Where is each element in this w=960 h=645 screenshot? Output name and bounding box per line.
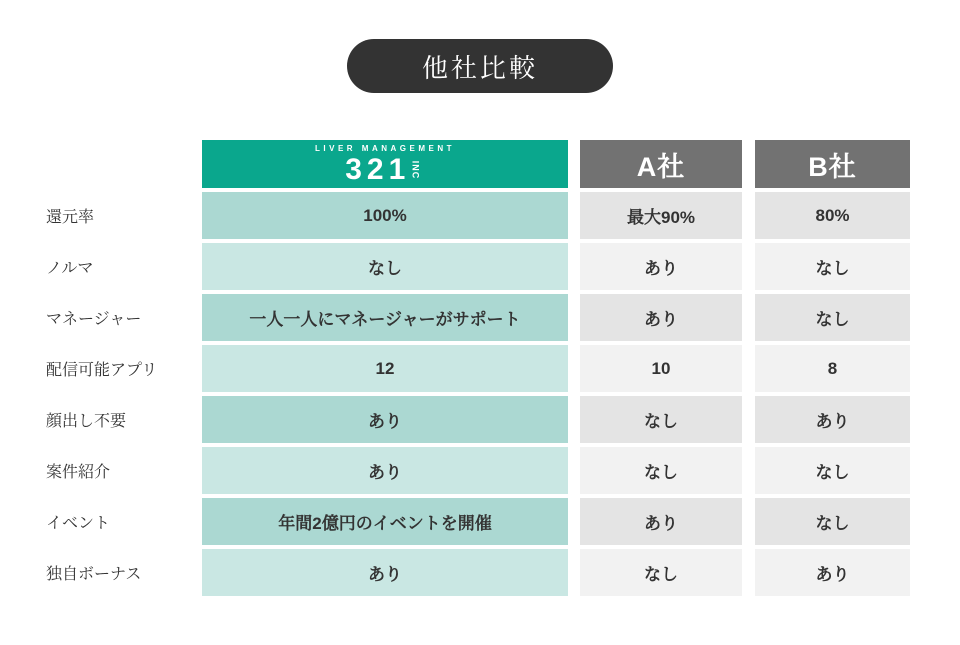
column-321inc bbox=[202, 140, 568, 596]
row-label-kaodashi: 顔出し不要 bbox=[46, 413, 127, 430]
cell-321inc-noruma: なし bbox=[202, 243, 568, 290]
cell-a-bonus: なし bbox=[580, 549, 742, 596]
cell-a-event: あり bbox=[580, 498, 742, 545]
row-label-manager: マネージャー bbox=[46, 311, 142, 328]
cell-321inc-kangenritsu: 100% bbox=[202, 192, 568, 239]
row-label-noruma: ノルマ bbox=[46, 260, 94, 277]
cell-321inc-bonus: あり bbox=[202, 549, 568, 596]
cell-a-noruma: あり bbox=[580, 243, 742, 290]
cell-321inc-manager: 一人一人にマネージャーがサポート bbox=[202, 294, 568, 341]
cell-a-kangenritsu: 最大90% bbox=[580, 192, 742, 239]
cell-b-bonus: あり bbox=[755, 549, 910, 596]
comparison-table bbox=[40, 140, 910, 596]
cell-b-noruma: なし bbox=[755, 243, 910, 290]
row-label-bonus: 独自ボーナス bbox=[46, 566, 142, 583]
row-label-anken: 案件紹介 bbox=[46, 464, 111, 481]
logo-inc-rotated: INC bbox=[410, 160, 421, 179]
cell-a-apps: 10 bbox=[580, 345, 742, 392]
page-title: 他社比較 bbox=[347, 39, 613, 93]
cell-321inc-apps: 12 bbox=[202, 345, 568, 392]
cell-a-manager: あり bbox=[580, 294, 742, 341]
cell-321inc-anken: あり bbox=[202, 447, 568, 494]
labels-header-spacer bbox=[40, 140, 202, 188]
cell-321inc-kaodashi: あり bbox=[202, 396, 568, 443]
cell-b-anken: なし bbox=[755, 447, 910, 494]
cell-b-kangenritsu: 80% bbox=[755, 192, 910, 239]
column-company-a bbox=[580, 140, 742, 596]
row-labels-column bbox=[40, 140, 202, 596]
cell-b-kaodashi: あり bbox=[755, 396, 910, 443]
cell-b-manager: なし bbox=[755, 294, 910, 341]
cell-a-kaodashi: なし bbox=[580, 396, 742, 443]
cell-321inc-event: 年間2億円のイベントを開催 bbox=[202, 498, 568, 545]
logo-subtitle: LIVER MANAGEMENT bbox=[315, 143, 455, 153]
row-label-event: イベント bbox=[46, 515, 111, 532]
column-header-company-a: A社 bbox=[580, 140, 742, 188]
column-header-321inc bbox=[202, 140, 568, 188]
logo-321: 321 bbox=[345, 152, 411, 186]
row-label-apps: 配信可能アプリ bbox=[46, 362, 158, 379]
column-header-company-b: B社 bbox=[755, 140, 910, 188]
row-label-kangenritsu: 還元率 bbox=[46, 209, 95, 226]
cell-b-apps: 8 bbox=[755, 345, 910, 392]
cell-a-anken: なし bbox=[580, 447, 742, 494]
cell-b-event: なし bbox=[755, 498, 910, 545]
column-company-b bbox=[755, 140, 910, 596]
321inc-logo bbox=[315, 144, 455, 185]
